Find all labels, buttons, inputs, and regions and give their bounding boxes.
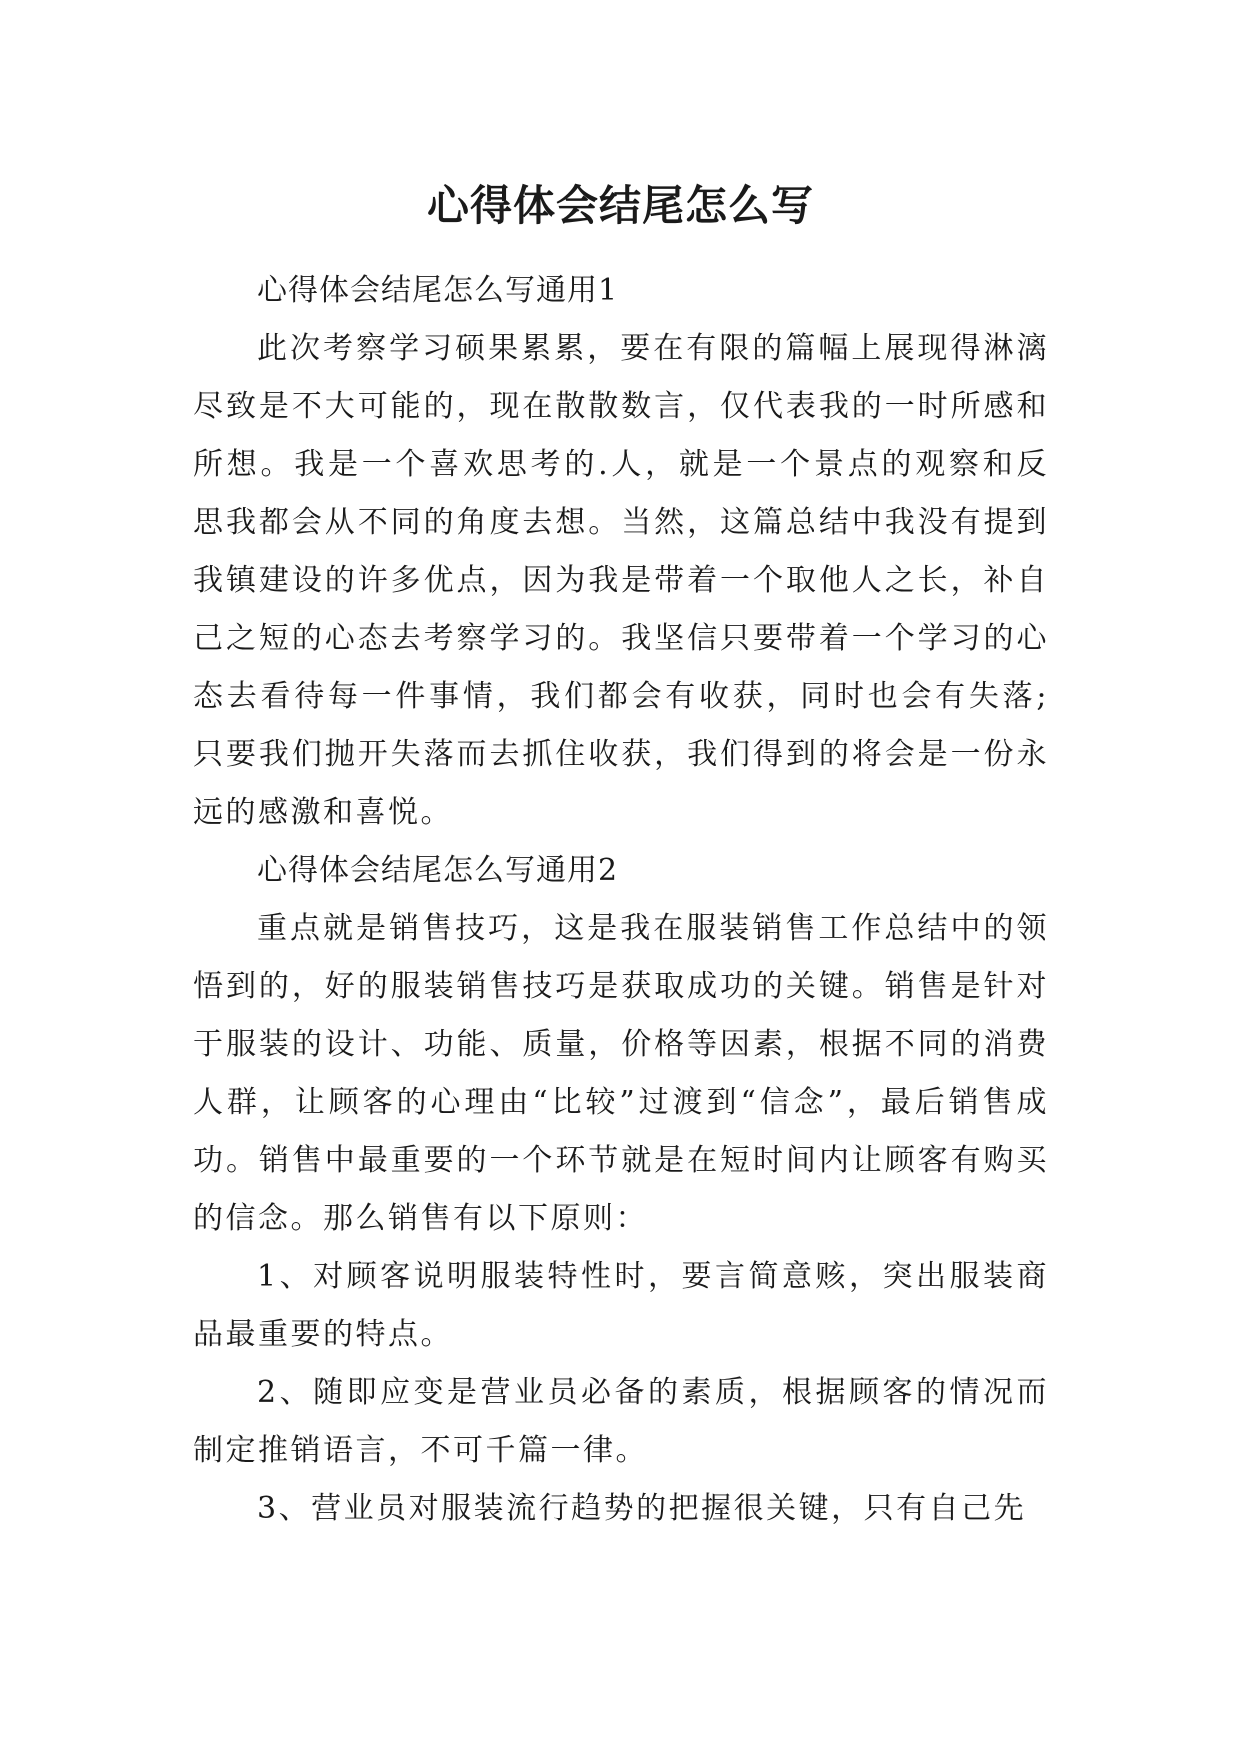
paragraph-2: 重点就是销售技巧，这是我在服装销售工作总结中的领悟到的，好的服装销售技巧是获取成功的关键。销售是针对于服装的设计、功能、质量，价格等因素，根据不同的消费人群，让顾客的心理由“比较”过渡到“信念”，最后销售成功。销售中最重要的一个环节就是在短时间内让顾客有购买的信念。那么销售有以下原则： xyxy=(193,911,1049,1236)
document-body xyxy=(193,262,1049,1538)
paragraph-1: 此次考察学习硕果累累，要在有限的篇幅上展现得淋漓尽致是不大可能的，现在散散数言，仅代表我的一时所感和所想。我是一个喜欢思考的.人，就是一个景点的观察和反思我都会从不同的角度去想。当然，这篇总结中我没有提到我镇建设的许多优点，因为我是带着一个取他人之长，补自己之短的心态去考察学习的。我坚信只要带着一个学习的心态去看待每一件事情，我们都会有收获，同时也会有失落;只要我们抛开失落而去抓住收获，我们得到的将会是一份永远的感激和喜悦。 xyxy=(193,331,1049,830)
section-heading-2: 心得体会结尾怎么写通用2 xyxy=(257,853,619,888)
document-title: 心得体会结尾怎么写 xyxy=(426,181,814,231)
list-item-2: 2、随即应变是营业员必备的素质，根据顾客的情况而制定推销语言，不可千篇一律。 xyxy=(193,1375,1049,1468)
section-heading-1: 心得体会结尾怎么写通用1 xyxy=(257,273,619,308)
list-item-1: 1、对顾客说明服装特性时，要言简意赅，突出服装商品最重要的特点。 xyxy=(193,1259,1049,1352)
list-item-3: 3、营业员对服装流行趋势的把握很关键，只有自己先 xyxy=(257,1491,1027,1526)
